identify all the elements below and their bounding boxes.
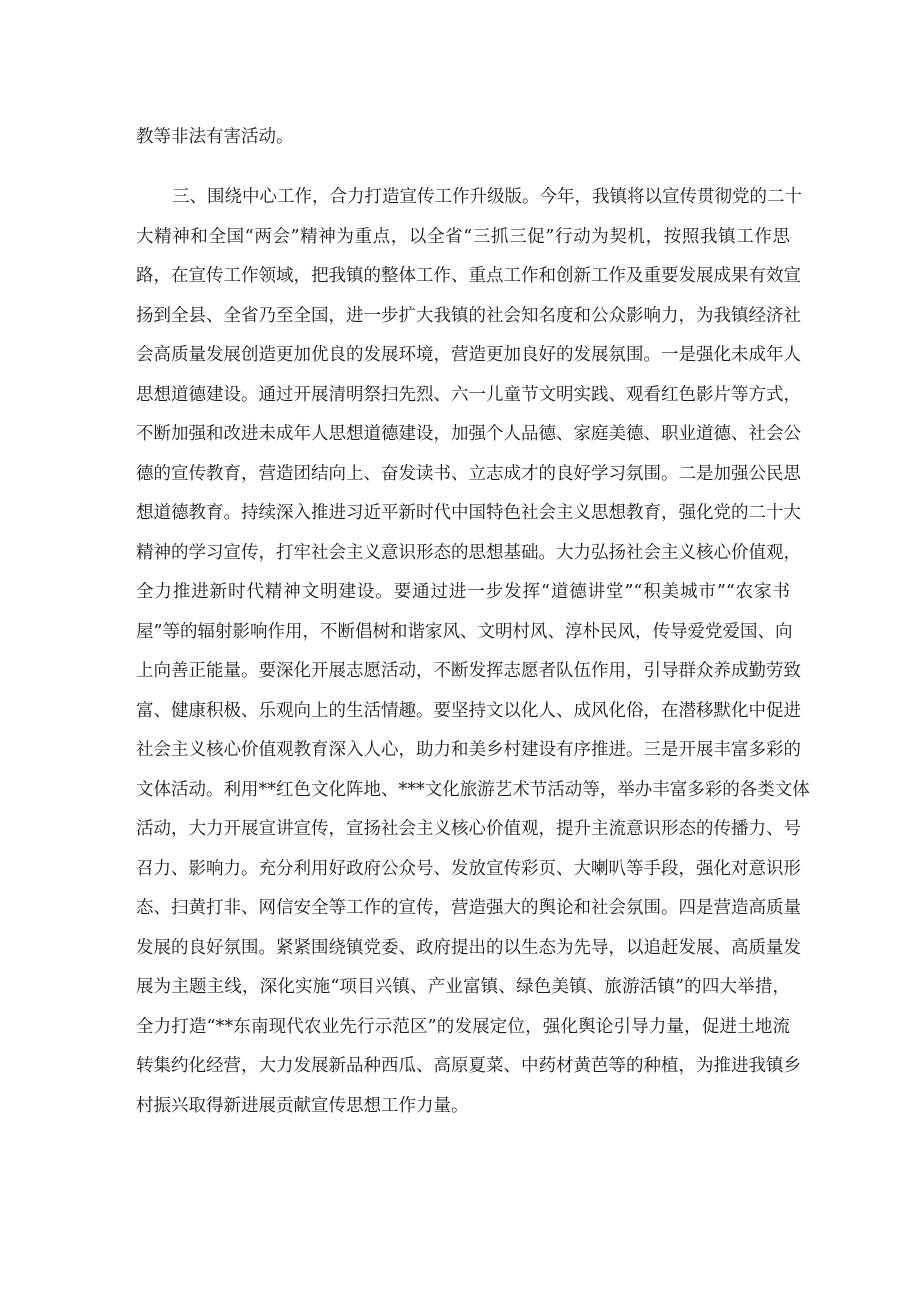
text-line: 转集约化经营，大力发展新品种西瓜、高原夏菜、中药材黄芭等的种植，为推进我镇乡 bbox=[136, 1056, 801, 1076]
text-line: 扬到全县、全省乃至全国，进一步扩大我镇的社会知名度和公众影响力，为我镇经济社 bbox=[136, 306, 801, 326]
text-line: 态、扫黄打非、网信安全等工作的宣传，营造强大的舆论和社会氛围。四是营造高质量 bbox=[136, 898, 801, 918]
text-line: 想道德教育。持续深入推进习近平新时代中国特色社会主义思想教育，强化党的二十大 bbox=[136, 503, 801, 523]
text-line: 活动，大力开展宣讲宣传，宣扬社会主义核心价值观，提升主流意识形态的传播力、号 bbox=[136, 819, 801, 839]
text-line: 文体活动。利用**红色文化阵地、***文化旅游艺术节活动等，举办丰富多彩的各类文体 bbox=[136, 780, 810, 800]
text-line: 精神的学习宣传，打牢社会主义意识形态的思想基础。大力弘扬社会主义核心价值观， bbox=[136, 543, 801, 563]
text-line: 富、健康积极、乐观向上的生活情趣。要坚持文以化人、成风化俗，在潜移默化中促进 bbox=[136, 701, 801, 721]
text-line: 全力推进新时代精神文明建设。要通过进一步发挥“道德讲堂”“积美城市”“农家书 bbox=[136, 582, 790, 602]
text-line: 教等非法有害活动。 bbox=[136, 127, 294, 147]
text-line: 思想道德建设。通过开展清明祭扫先烈、六一儿童节文明实践、观看红色影片等方式， bbox=[136, 385, 801, 405]
text-line: 大精神和全国“两会”精神为重点，以全省“三抓三促”行动为契机，按照我镇工作思 bbox=[136, 227, 790, 247]
text-line: 路，在宣传工作领域，把我镇的整体工作、重点工作和创新工作及重要发展成果有效宣 bbox=[136, 266, 801, 286]
text-line: 三、围绕中心工作，合力打造宣传工作升级版。今年，我镇将以宣传贯彻党的二十 bbox=[172, 187, 802, 207]
text-line: 屋”等的辐射影响作用，不断倡树和谐家风、文明村风、淳朴民风，传导爱党爱国、向 bbox=[136, 622, 793, 642]
text-line: 村振兴取得新进展贡献宣传思想工作力量。 bbox=[136, 1096, 469, 1116]
text-line: 社会主义核心价值观教育深入人心，助力和美乡村建设有序推进。三是开展丰富多彩的 bbox=[136, 740, 801, 760]
text-line: 全力打造“**东南现代农业先行示范区”的发展定位，强化舆论引导力量，促进土地流 bbox=[136, 1017, 790, 1037]
text-line: 会高质量发展创造更加优良的发展环境，营造更加良好的发展氛围。一是强化未成年人 bbox=[136, 345, 801, 365]
text-line: 召力、影响力。充分利用好政府公众号、发放宣传彩页、大喇叭等手段，强化对意识形 bbox=[136, 859, 801, 879]
text-line: 上向善正能量。要深化开展志愿活动，不断发挥志愿者队伍作用，引导群众养成勤劳致 bbox=[136, 661, 801, 681]
text-line: 德的宣传教育，营造团结向上、奋发读书、立志成才的良好学习氛围。二是加强公民思 bbox=[136, 464, 801, 484]
text-line: 展为主题主线，深化实施“项目兴镇、产业富镇、绿色美镇、旅游活镇”的四大举措， bbox=[136, 977, 790, 997]
text-line: 不断加强和改进未成年人思想道德建设，加强个人品德、家庭美德、职业道德、社会公 bbox=[136, 424, 801, 444]
text-line: 发展的良好氛围。紧紧围绕镇党委、政府提出的以生态为先导，以追赶发展、高质量发 bbox=[136, 938, 801, 958]
